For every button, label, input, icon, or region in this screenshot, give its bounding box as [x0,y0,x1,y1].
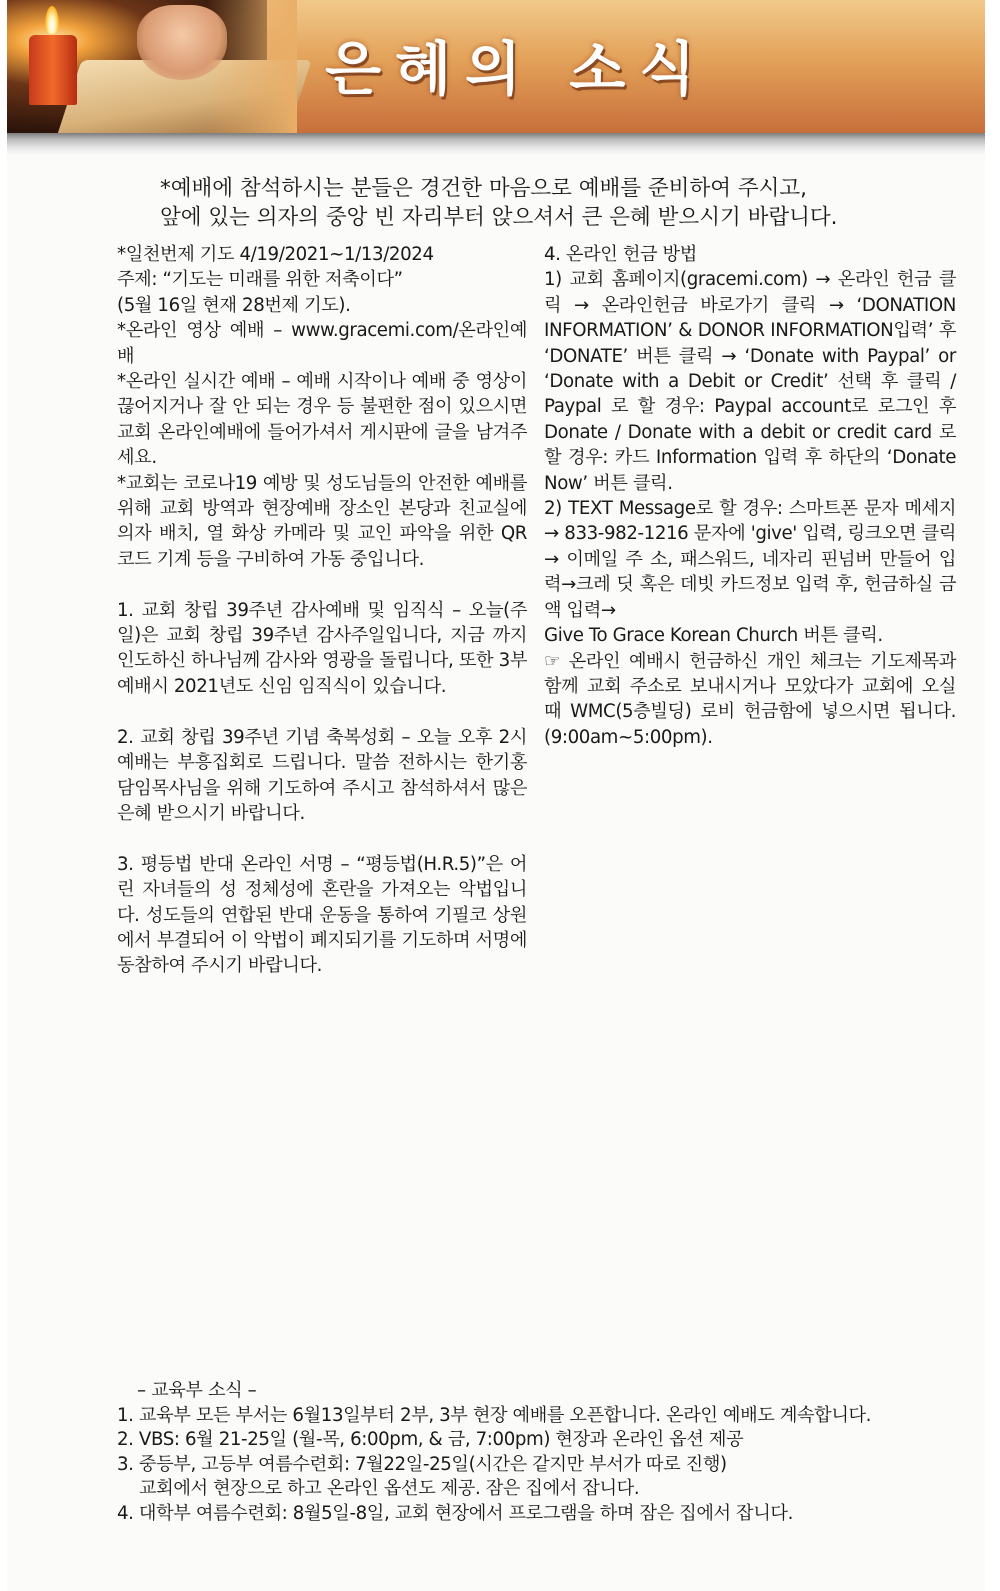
education-item-1: 1. 교육부 모든 부서는 6월13일부터 2부, 3부 현장 예배를 오픈합니다. 온라인 예배도 계속합니다. [117,1404,872,1426]
header-banner [7,0,985,133]
education-item-4: 4. 대학부 여름수련회: 8월5일-8일, 교회 현장에서 프로그램을 하며 잠은 집에서 잡니다. [117,1502,793,1524]
online-video-notice: *온라인 영상 예배 – www.gracemi.com/온라인예배 [117,320,527,367]
header-divider [7,133,985,155]
photo-fade [207,0,297,133]
candle-image [29,35,77,105]
education-item-2: 2. VBS: 6월 21-25일 (월-목, 6:00pm, & 금, 7:00pm) 현장과 온라인 옵션 제공 [117,1429,744,1451]
announcement-3: 3. 평등법 반대 온라인 서명 – “평등법(H.R.5)”은 어린 자녀들의 성 정체성에 혼란을 가져오는 악법입니다. 성도들의 연합된 반대 운동을 통하여 기필코 상원에서 부결되어 이 악법이 폐지되기를 기도하며 서명에 동참하여 주시기 바랍니다. [117,853,528,977]
announcement-2: 2. 교회 창립 39주년 기념 축복성회 – 오늘 오후 2시 예배는 부흥집회로 드립니다. 말씀 전하시는 한기홍 담임목사님을 위해 기도하여 주시고 참석하셔서 많은 은혜 받으시기 바랍니다. [117,726,527,824]
prayer-count: (5월 16일 현재 28번제 기도). [117,294,351,316]
online-offering-method-1: 1) 교회 홈페이지(gracemi.com) → 온라인 헌금 클릭 → 온라인헌금 바로가기 클릭 → ‘DONATION INFORMATION’ & DONOR INFORMATION입력’ 후 ‘DONATE’ 버튼 클릭 → ‘Donate with Paypal’ or ‘Donate with a Debit or Credit’ 선택 후 클릭 / Paypal 로 할 경우: Paypal account로 로그인 후 Donate / Donate with a debit or credit card 로 할 경우: 카드 Information 입력 후 하단의 ‘Donate Now’ 버튼 클릭. [544,269,956,494]
intro-notice: *예배에 참석하시는 분들은 경건한 마음으로 예배를 준비하여 주시고, 앞에 있는 의자의 중앙 빈 자리부터 앉으셔서 큰 은혜 받으시기 바랍니다. [160,176,838,230]
candle-flame-image [45,6,59,34]
announcement-1: 1. 교회 창립 39주년 감사예배 및 임직식 – 오늘(주일)은 교회 창립 39주년 감사주일입니다, 지금 까지 인도하신 하나님께 감사와 영광을 돌립니다, 또한 3부 예배시 2021년도 신임 임직식이 있습니다. [117,599,527,697]
online-offering-method-2-end: Give To Grace Korean Church 버튼 클릭. [544,625,883,647]
education-news [117,1379,977,1527]
page-title: 은혜의 소식 [325,35,710,103]
education-item-3-detail: 교회에서 현장으로 하고 온라인 옵션도 제공. 잠은 집에서 잡니다. [139,1478,640,1500]
offering-check-note: ☞ 온라인 예배시 헌금하신 개인 체크는 기도제목과 함께 교회 주소로 보내시거나 모았다가 교회에 오실 때 WMC(5층빌딩) 로비 헌금함에 넣으시면 됩니다. (9:00am~5:00pm). [544,650,956,748]
prayer-1000-notice: *일천번제 기도 4/19/2021~1/13/2024 [117,244,434,265]
education-item-3: 3. 중등부, 고등부 여름수련회: 7월22일-25일(시간은 같지만 부서가 따로 진행) [117,1453,727,1475]
announcement-4-title: 4. 온라인 헌금 방법 [544,244,697,265]
left-column [117,242,527,979]
spacer [117,699,527,724]
prayer-theme: 주제: “기도는 미래를 위한 저축이다” [117,269,403,291]
bulletin-page [7,0,985,1591]
covid-notice: *교회는 코로나19 예방 및 성도님들의 안전한 예배를 위해 교회 방역과 현장예배 장소인 본당과 친교실에 의자 배치, 열 화상 카메라 및 교인 파악을 위한 QR 코드 기계 등을 구비하여 가동 중입니다. [117,472,527,570]
spacer [117,826,527,851]
education-title: – 교육부 소식 – [137,1380,257,1401]
online-offering-method-2: 2) TEXT Message로 할 경우: 스마트폰 문자 메세지 → 833-982-1216 문자에 'give' 입력, 링크오면 클릭 → 이메일 주 소, 패스워드, 네자리 핀넘버 만들어 입력→크레 딧 혹은 데빗 카드정보 입력 후, 헌금하실 금액 입력→ [544,498,956,621]
right-column [544,242,956,750]
spacer [117,572,527,597]
online-live-notice: *온라인 실시간 예배 – 예배 시작이나 예배 중 영상이 끊어지거나 잘 안 되는 경우 등 불편한 점이 있으시면 교회 온라인예배에 들어가셔서 게시판에 글을 남겨주세요. [117,371,527,469]
